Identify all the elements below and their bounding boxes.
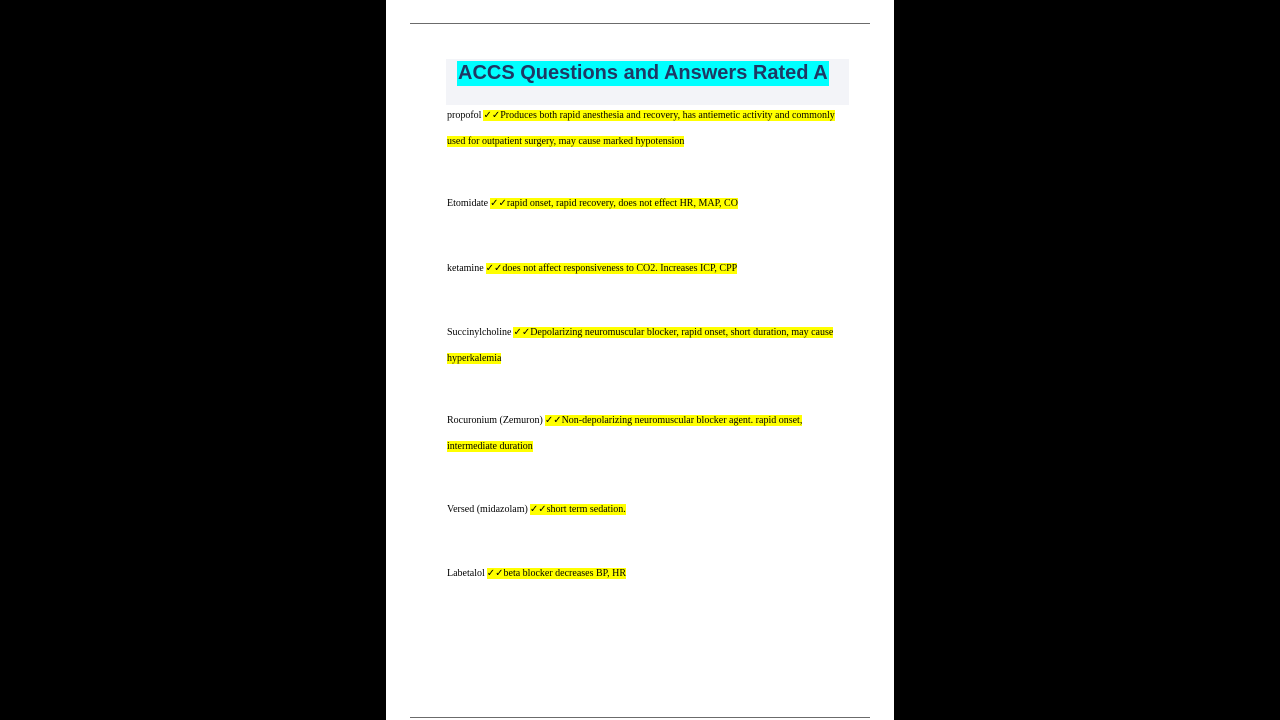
entry-answer: Depolarizing neuromuscular blocker, rapid onset, short duration, may cause hyperkalemia — [447, 327, 834, 364]
qa-entry-succinylcholine — [447, 320, 851, 372]
footer-rule — [410, 717, 870, 718]
double-check-icon: ✓✓ — [486, 568, 504, 579]
entry-answer-highlight — [447, 110, 835, 147]
entry-answer: short term sedation. — [546, 504, 626, 515]
double-check-icon: ✓✓ — [490, 198, 507, 209]
entry-term: Etomidate — [447, 198, 489, 209]
entry-answer: beta blocker decreases BP, HR — [503, 568, 626, 579]
qa-entry-propofol — [447, 103, 851, 155]
entry-answer-highlight — [486, 263, 738, 274]
double-check-icon: ✓✓ — [544, 415, 562, 426]
entry-answer-highlight — [530, 504, 626, 515]
entry-term: ketamine — [447, 263, 484, 274]
document-page — [386, 0, 894, 720]
qa-entry-etomidate — [447, 191, 851, 217]
double-check-icon: ✓✓ — [485, 263, 503, 274]
qa-entry-rocuronium — [447, 408, 851, 460]
entry-term: Versed (midazolam) — [447, 504, 528, 515]
entry-answer: does not affect responsiveness to CO2. Increases ICP, CPP — [502, 263, 738, 274]
entry-answer: Non-depolarizing neuromuscular blocker agent. rapid onset, intermediate duration — [447, 415, 803, 452]
entry-term: Rocuronium (Zemuron) — [447, 415, 543, 426]
double-check-icon: ✓✓ — [483, 110, 501, 121]
entry-term: propofol — [447, 110, 482, 121]
entry-term: Labetalol — [447, 568, 485, 579]
entry-answer: rapid onset, rapid recovery, does not effect HR, MAP, CO — [506, 198, 738, 209]
entry-term: Succinylcholine — [447, 327, 512, 338]
document-title: ACCS Questions and Answers Rated A — [458, 62, 828, 84]
qa-entry-ketamine — [447, 256, 851, 282]
double-check-icon: ✓✓ — [529, 504, 547, 515]
header-rule — [410, 23, 870, 24]
entry-answer-highlight — [487, 568, 626, 579]
qa-entry-versed — [447, 497, 851, 523]
qa-entry-labetalol — [447, 561, 851, 587]
entry-answer-highlight — [490, 198, 738, 209]
entry-answer: Produces both rapid anesthesia and recovery, has antiemetic activity and commonly used for outpatient surgery, may cause marked hypotension — [447, 110, 835, 147]
double-check-icon: ✓✓ — [513, 327, 531, 338]
